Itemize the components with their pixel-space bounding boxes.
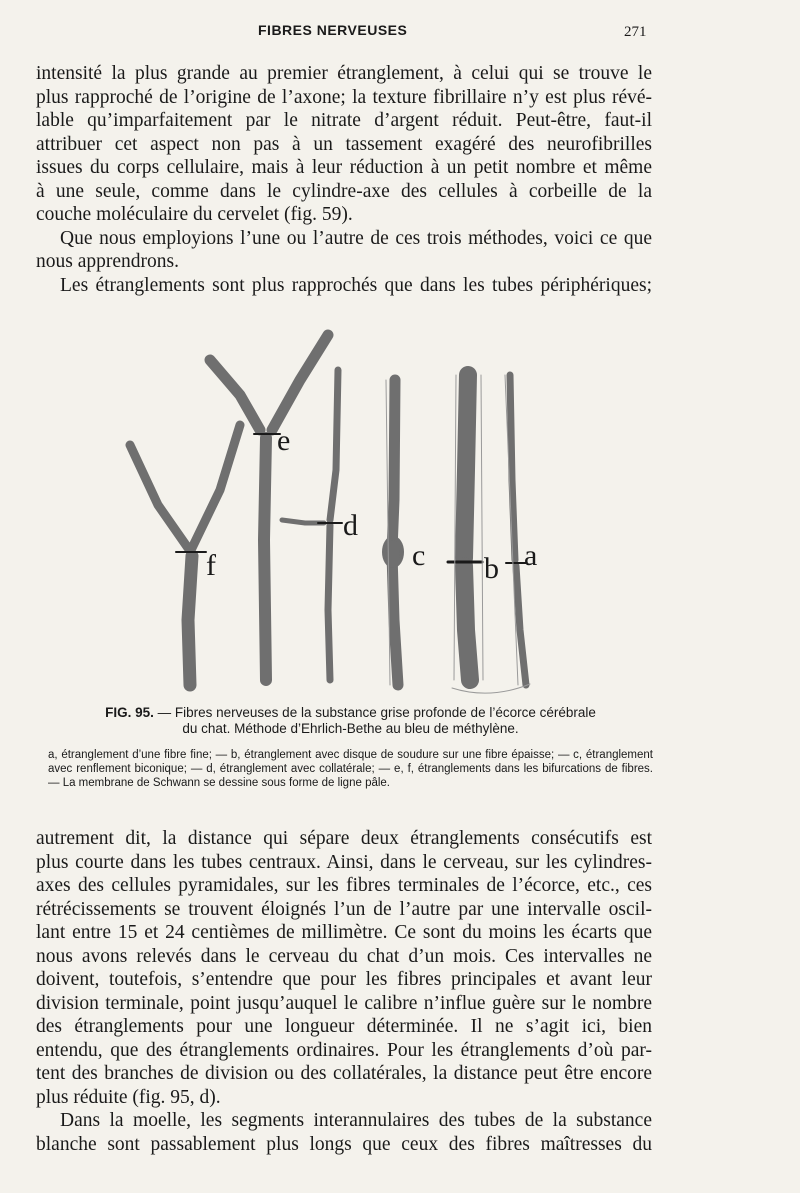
text-line: issues du corps cellulaire, mais à leur réduction à un petit nombre et même — [36, 157, 652, 178]
caption-title-line-2: du chat. Méthode d’Ehrlich-Bethe au bleu de méthylène. — [182, 721, 519, 736]
figure-letter-d: d — [343, 509, 358, 542]
text-line: axes des cellules pyramidales, sur les fibres terminales de l’écorce, etc., ces — [36, 875, 652, 896]
paragraph-start: Les étranglements sont plus rapprochés que dans les tubes périphériques; — [60, 274, 652, 296]
fiber-e — [210, 335, 328, 680]
text-line: lable qu’imparfaitement par le nitrate d’argent réduit. Peut-être, faut-il — [36, 110, 652, 131]
text-line: plus rapproché de l’origine de l’axone; la texture fibrillaire n’y est plus révé- — [36, 86, 652, 108]
text-line: intensité la plus grande au premier étranglement, à celui qui se trouve le — [36, 63, 652, 84]
body-text-top — [36, 62, 652, 297]
figure-label: FIG. 95. — [105, 705, 154, 720]
figure-letter-c: c — [412, 539, 426, 572]
paragraph-start: Dans la moelle, les segments interannulaires des tubes de la substance — [60, 1110, 652, 1131]
text-line: plus courte dans les tubes centraux. Ainsi, dans le cerveau, sur les cylindres- — [36, 851, 652, 873]
figure-95-illustration — [60, 320, 660, 705]
figure-letter-a: a — [524, 539, 538, 572]
text-line: doivent, toutefois, s’entendre que pour les fibres principales et avant leur — [36, 969, 652, 990]
text-line: blanche sont passablement plus longs que ceux des fibres maîtresses du — [36, 1133, 652, 1155]
fiber-d — [282, 370, 342, 680]
fiber-b — [448, 375, 482, 680]
figure-letter-f: f — [206, 549, 216, 582]
running-head — [36, 22, 650, 44]
text-line: attribuer cet aspect non pas à un tassement exagéré des neurofibrilles — [36, 133, 652, 155]
text-line: rétrécissements se trouvent éloignés l’un de l’autre par une intervalle oscil- — [36, 898, 652, 920]
text-line: entendu, que des étranglements ordinaires. Pour les étranglements d’où par- — [36, 1039, 652, 1061]
body-text-bottom — [36, 827, 652, 1156]
fiber-f — [130, 425, 240, 685]
text-line: division terminale, point jusqu’auquel le calibre n’influe guère sur le nombre — [36, 992, 652, 1014]
text-line: tent des branches de division ou des collatérales, la distance peut être encore — [36, 1063, 652, 1084]
text-line: nous avons relevés dans le cerveau du chat d’un mois. Ces intervalles ne — [36, 945, 652, 967]
text-line: autrement dit, la distance qui sépare deux étranglements consécutifs est — [36, 828, 652, 849]
paragraph-start: Que nous employions l’une ou l’autre de ces trois méthodes, voici ce que — [60, 227, 652, 249]
text-line: plus réduite (fig. 95, d). — [36, 1086, 221, 1108]
page-number: 271 — [624, 24, 647, 40]
figure-letter-e: e — [277, 424, 291, 457]
figure-letter-b: b — [484, 552, 499, 585]
caption-title: — Fibres nerveuses de la substance grise profonde de l’écorce cérébrale — [157, 705, 596, 720]
text-line: couche moléculaire du cervelet (fig. 59). — [36, 204, 353, 225]
figure-caption — [48, 705, 653, 737]
text-line: des étranglements pour une longueur déterminée. Il ne s’agit ici, bien — [36, 1016, 652, 1037]
text-line: lant entre 15 et 24 centièmes de millimètre. Ce sont du moins les écarts que — [36, 922, 652, 943]
text-line: nous apprendrons. — [36, 251, 179, 272]
figure-legend: a, étranglement d’une fibre fine; — b, étranglement avec disque de soudure sur une fibre épaisse; — c, étranglement avec renflement biconique; — d, étranglement avec collatérale; — e, f, étranglements dans les bifurcations de fibres. — La membrane de Schwann se dessine sous forme de ligne pâle. — [48, 749, 653, 789]
running-title: FIBRES NERVEUSES — [258, 22, 408, 38]
text-line: à une seule, comme dans le cylindre-axe des cellules à corbeille de la — [36, 180, 652, 202]
